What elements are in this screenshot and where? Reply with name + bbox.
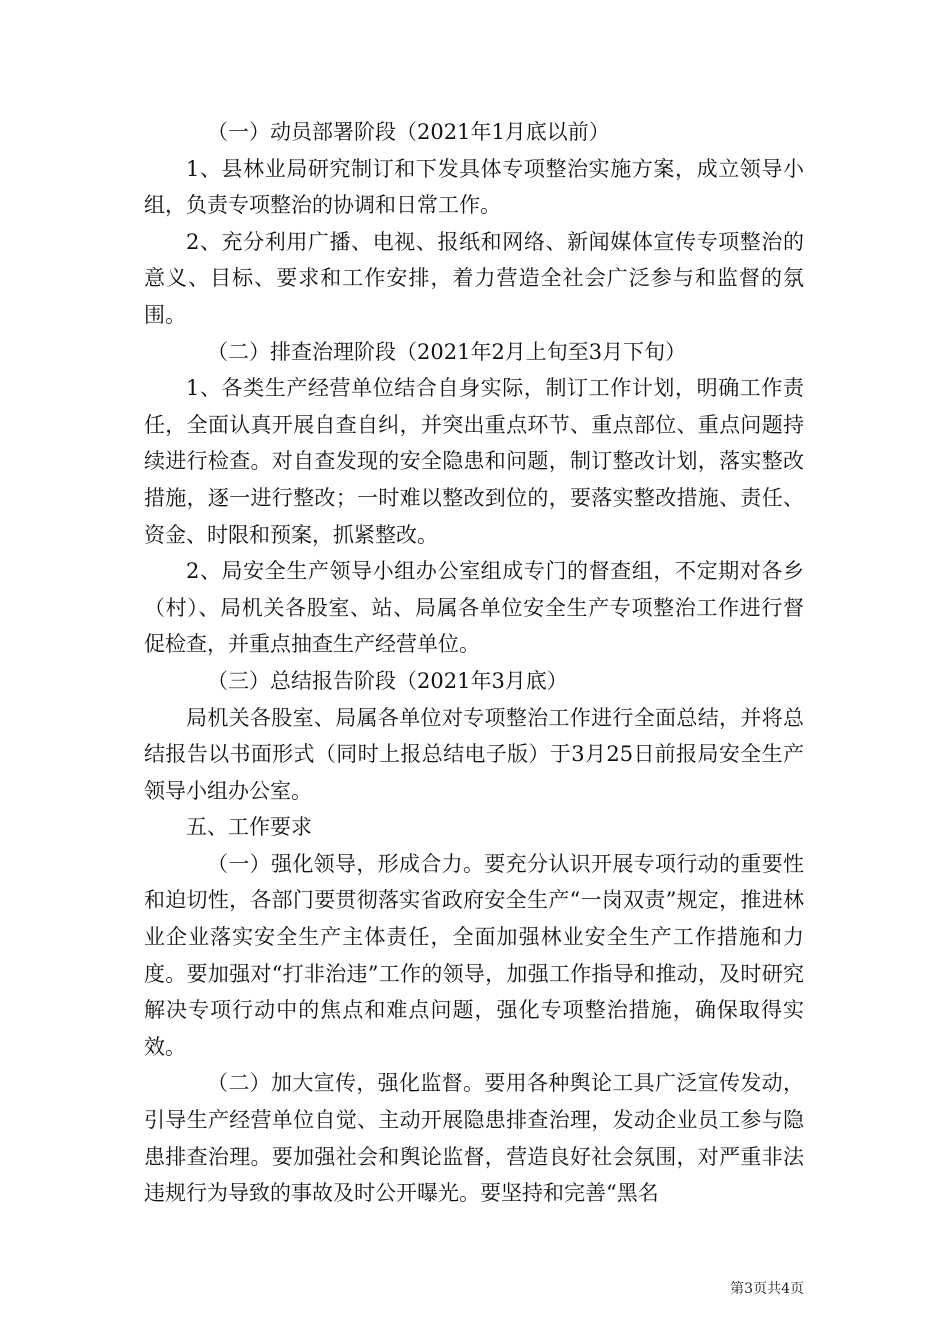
section-heading-mobilization: （一）动员部署阶段（2021年1月底以前） — [207, 120, 610, 144]
section-heading-summary: （三）总结报告阶段（2021年3月底） — [207, 668, 568, 693]
paragraph-requirement-1: （一）强化领导，形成合力。要充分认识开展专项行动的重要性和迫切性，各部门要贯彻落实省政府安全生产“一岗双责”规定，推进林业企业落实安全生产主体责任，全面加强林业安全生产工作措施和力度。要加强对“打非治违”工作的领导，加强工作指导和推动，及时研究解决专项行动中的焦点和难点问题，强化专项整治措施，确保取得实效。 — [144, 851, 804, 1059]
paragraph-inspection-1: 1、各类生产经营单位结合自身实际，制订工作计划，明确工作责任，全面认真开展自查自纠，并突出重点环节、重点部位、重点问题持续进行检查。对自查发现的安全隐患和问题，制订整改计划，落实整改措施，逐一进行整改；一时难以整改到位的，要落实整改措施、责任、资金、时限和预案，抓紧整改。 — [144, 376, 804, 547]
paragraph-mobilization-1: 1、县林业局研究制订和下发具体专项整治实施方案，成立领导小组，负责专项整治的协调和日常工作。 — [144, 156, 804, 218]
page-number: 第3页共4页 — [730, 1281, 804, 1297]
document-body — [144, 114, 804, 1212]
section-heading-requirements: 五、工作要求 — [186, 815, 312, 840]
paragraph-requirement-2: （二）加大宣传，强化监督。要用各种舆论工具广泛宣传发动，引导生产经营单位自觉、主动开展隐患排查治理，发动企业员工参与隐患排查治理。要加强社会和舆论监督，营造良好社会氛围，对严重非法违规行为导致的事故及时公开曝光。要坚持和完善“黑名 — [144, 1071, 804, 1206]
paragraph-inspection-2: 2、局安全生产领导小组办公室组成专门的督查组，不定期对各乡（村）、局机关各股室、站、局属各单位安全生产专项整治工作进行督促检查，并重点抽查生产经营单位。 — [144, 559, 804, 657]
paragraph-summary: 局机关各股室、局属各单位对专项整治工作进行全面总结，并将总结报告以书面形式（同时上报总结电子版）于3月25日前报局安全生产领导小组办公室。 — [144, 705, 804, 803]
section-heading-inspection: （二）排查治理阶段（2021年2月上旬至3月下旬） — [207, 339, 687, 364]
paragraph-mobilization-2: 2、充分利用广播、电视、报纸和网络、新闻媒体宣传专项整治的意义、目标、要求和工作安排，着力营造全社会广泛参与和监督的氛围。 — [144, 229, 804, 327]
